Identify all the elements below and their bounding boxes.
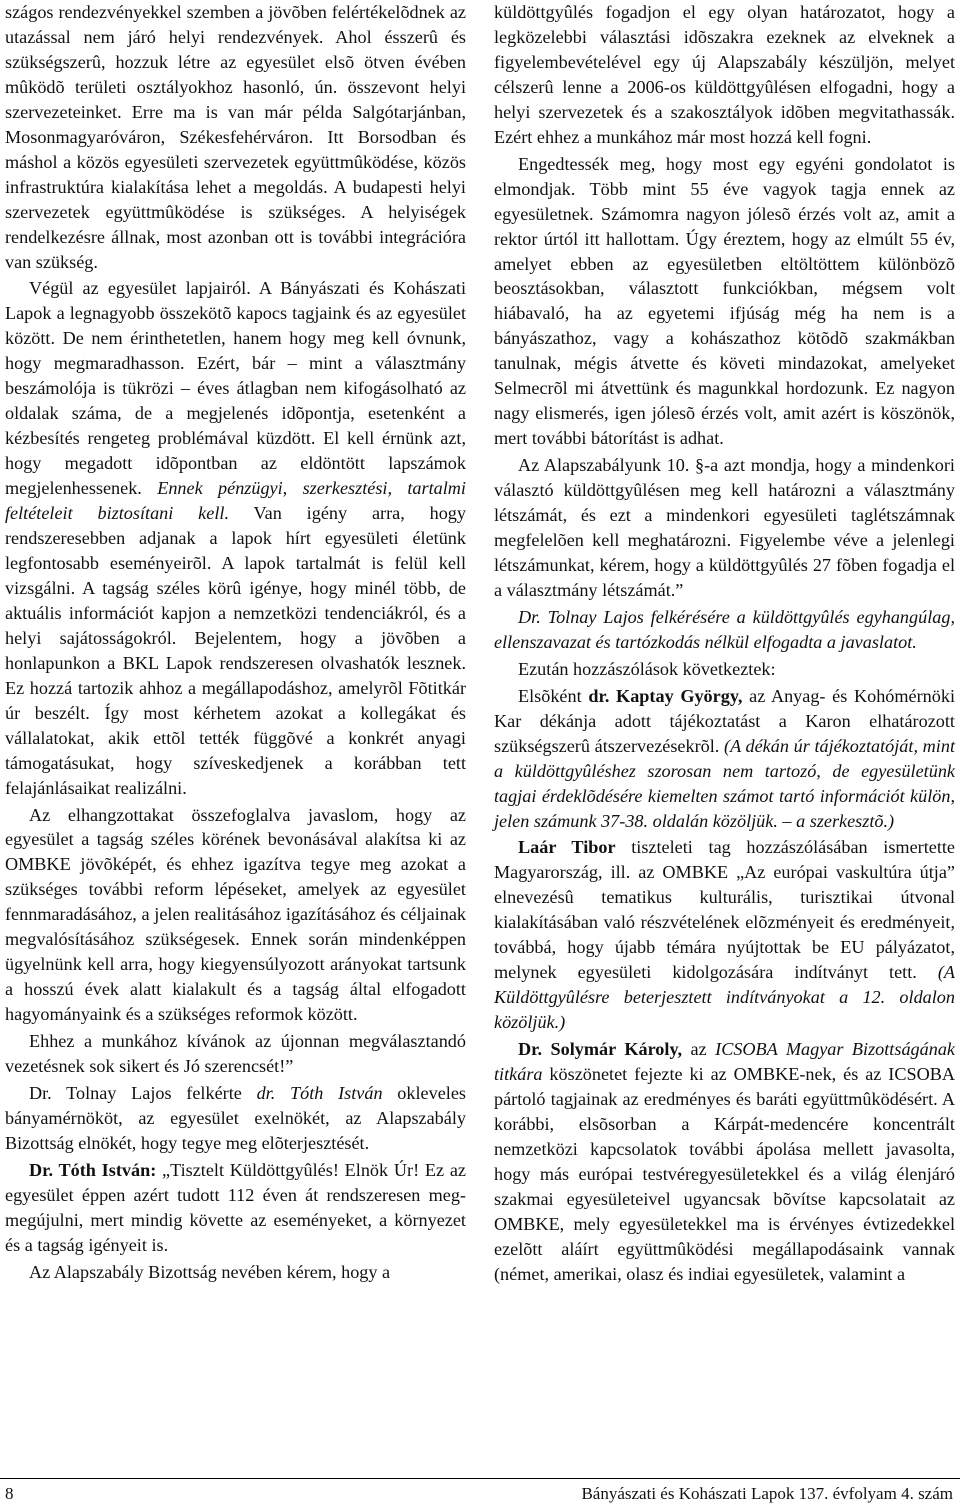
page-footer <box>0 1478 960 1506</box>
paragraph <box>494 1037 955 1287</box>
italic-text: (A dékán úr tájékoztatóját, mint a küldöttgyûléshez szorosan nem tartozó, de egyesületünk tagjai érdeklõdésére kiemelten számot tartó információt külön, jelen számunk 37-38. oldalán közöljük. – a szerkesztõ.) <box>494 735 956 831</box>
right-column <box>494 0 955 1289</box>
journal-title: Bányászati és Kohászati Lapok 137. évfolyam 4. szám <box>581 1484 953 1503</box>
speaker-name: Laár Tibor <box>518 837 616 858</box>
paragraph: Dr. Tolnay Lajos felkérésére a küldöttgyûlés egyhangúlag, ellenszavazat és tartózkodás nélkül elfogadta a javaslatot. <box>494 606 955 652</box>
paragraph <box>5 1081 466 1156</box>
paragraph: Az Alapszabály Bizottság nevében kérem, hogy a <box>29 1261 391 1282</box>
italic-text: ICSOBA Magyar Bizottságának titkára <box>494 1039 955 1085</box>
paragraph <box>494 835 955 1035</box>
italic-name: dr. Tóth István <box>256 1082 383 1103</box>
text-run: Elsõként <box>518 685 589 706</box>
left-column <box>5 0 466 1287</box>
paragraph <box>5 1158 466 1258</box>
paragraph <box>5 276 466 800</box>
speaker-name: Dr. Solymár Károly, <box>518 1039 683 1060</box>
italic-text: (A Küldöttgyûlésre beterjesztett indítványokat a 12. oldalon közöljük.) <box>494 962 955 1033</box>
text-run: az Anyag- és Kohómérnöki Kar dékánja adott tájékoztatást a Karon elhatározott szükségszerû átszervezésekrõl. <box>494 685 955 756</box>
paragraph <box>494 684 955 834</box>
paragraph: Az Alapszabályunk 10. §-a azt mondja, hogy a mindenkori választó küldöttgyûlésen meg kell határozni a választmány létszámát, és ezt a mindenkori egyesületi taglétszámnak megfelelõen kell meghatározni. Figyelembe véve a jelenlegi létszámunkat, kérem, hogy a küldöttgyûlés 27 fõben fogadja el a választmány létszámát.” <box>494 455 955 600</box>
text-run: tiszteleti tag hozzászólásában ismertette Magyarország, ill. az OMBKE „Az európai vaskultúra útja” elnevezésû tematikus kulturális, turisztikai útvonal kialakításában való részvételének elõzményeit és eredményeit, továbbá, hogy újabb témára nyújtottak be EU pályázatot, melynek egyesületi kidolgozására indítványt tett. <box>494 837 956 983</box>
paragraph: Ezután hozzászólások következtek: <box>518 658 776 679</box>
paragraph: Az elhangzottakat összefoglalva javaslom, hogy az egyesület a tagság széles körének bevonásával alakítsa ki az OMBKE jövõképét, és ehhez igazítva tegye meg azokat a szükséges további reform lépéseket, amelyek az egyesület fennmaradásához, a jelen realitásához igazításához és céljainak megvalósításához szükségesek. Ennek során mindenképpen ügyelnünk kell arra, hogy kiegyensúlyozott arányokat tartsunk a hosszú évek alatt kialakult és a tagság által elfogadott hagyományaink és a szükséges reformok között. <box>5 804 466 1025</box>
speaker-name: dr. Kaptay György, <box>588 685 743 706</box>
text-run: az <box>682 1039 716 1060</box>
paragraph: küldöttgyûlés fogadjon el egy olyan határozatot, hogy a legközelebbi választási idõszakra ezeknek az elveknek a figyelembevételével egy új Alapszabály készüljön, melyet célszerû lenne a 2006-os küldöttgyûlésen elfogadni, hogy a helyi szervezetek és a szakosztályok idõben megvitathassák. Ezért ehhez a munkához már most hozzá kell fogni. <box>494 2 955 147</box>
text-run: „Tisztelt Küldöttgyûlés! Elnök Úr! Ez az egyesület éppen azért tudott 112 éven át rendszeresen meg-megújulni, mert mindig követte az eseményeket, a környezet és a tagság igényeit is. <box>5 1159 466 1255</box>
text-run: okleveles bányamérnököt, az egyesület exelnökét, az Alapszabály Bizottság elnökét, hogy tegye meg elõterjesztését. <box>5 1082 466 1153</box>
page-number: 8 <box>5 1484 14 1503</box>
italic-text: Ennek pénzügyi, szerkesztési, tartalmi feltételeit biztosítani kell. <box>5 478 466 524</box>
text-run: köszönetet fejezte ki az OMBKE-nek, és az ICSOBA pártoló tagjainak az eredményes és baráti együttmûködésért. A korábbi, elsõsorban a Kárpát-medencére koncentrált nemzetközi kapcsolatok további ápolása mellett javasolta, hogy más európai testvéregyesületekkel és a világ élenjáró szakmai egyesületeivel ugyancsak bõvítse kapcsolatait az OMBKE, mely egyesületekkel ma is érvényes évtizedekkel ezelõtt aláírt együttmûködési megállapodásaink vannak (német, amerikai, olasz és indiai egyesületek, valamint a <box>494 1064 955 1284</box>
text-run: Van igény arra, hogy rendszeresebben adjanak a lapok hírt egyesületi életünk legfontosabb eseményeirõl. A lapok tartalmát is felül kell vizsgálni. A tagság széles körû igénye, hogy minél több, de aktuális információt kapjon a nemzetközi tendenciákról, és a helyi sajátosságokról. Bejelentem, hogy a jövõben a honlapunkon a BKL Lapok rendszeresen olvashatók lesznek. Ez hozzá tartozik ahhoz a megállapodáshoz, amelyrõl Fõtitkár úr beszélt. Így most kérhetem azokat a kollegákat és vállalatokat, akik ettõl tették függõvé a konkrét anyagi támogatásukat, hogy szíveskedjenek a korábban tett felajánlásaikat realizálni. <box>5 503 466 798</box>
paragraph: Engedtessék meg, hogy most egy egyéni gondolatot is elmondjak. Több mint 55 éve vagyok tagja ennek az egyesületnek. Számomra nagyon jólesõ érzés volt az, amit a rektor úrtól itt hallottam. Úgy éreztem, hogy az elmúlt 55 év, amelyet ebben az egyesületben eltöltöttem különbözõ beosztásokban, választott funkciókban, mégsem volt hiábavaló, ha az egyetemi ifjúság még ha nem is a bányászathoz, vagy a kohászathoz kötõdõ szakmákban tanulnak, mégis átvette és követi mindazokat, amelyeket Selmecrõl mi átvettünk és magunkkal hordozunk. Ez nagyon nagy elismerés, igen jólesõ érzés volt, amit azért is köszönök, mert további bátorítást is adhat. <box>494 153 955 449</box>
speaker-name: Dr. Tóth István: <box>29 1159 157 1180</box>
text-run: Dr. Tolnay Lajos felkérte <box>29 1082 257 1103</box>
paragraph: Ehhez a munkához kívánok az újonnan megválasztandó vezetésnek sok sikert és Jó szerencsét!” <box>5 1031 466 1077</box>
text-run: Végül az egyesület lapjairól. A Bányászati és Kohászati Lapok a legnagyobb összekötõ kapocs tagjaink és az egyesület között. De nem érinthetetlen, hanem hogy meg kell óvnunk, hogy megmaradhasson. Ezért, bár – mint a választmány beszámolója is tükrözi – éves átlagban nem kifogásolható az oldalak száma, de a megjelenés idõpontja, esetenként a kézbesítés rengeteg problémával küzdött. El kell érnünk azt, hogy megadott idõpontban az eldöntött lapszámok megjelenhessenek. <box>5 278 466 499</box>
paragraph: szágos rendezvényekkel szemben a jövõben felértékelõdnek az utazással nem járó helyi rendezvények. Ahol ésszerû és szükségszerû, hozzuk létre az egyesület elsõ ötven évében mûködõ területi osztályokhoz hasonló, ún. összevont helyi szervezeteinket. Erre ma is van már példa Salgótarjánban, Mosonmagyaróváron, Székesfehérváron. Itt Borsodban és máshol a közös egyesületi szervezetek együttmûködése, közös infrastruktúra kialakítása lehet a megoldás. A budapesti helyi szervezetek együttmûködése is szükséges. A helyiségek rendelkezésre állnak, most azonban ott is további integrációra van szükség. <box>5 2 466 272</box>
